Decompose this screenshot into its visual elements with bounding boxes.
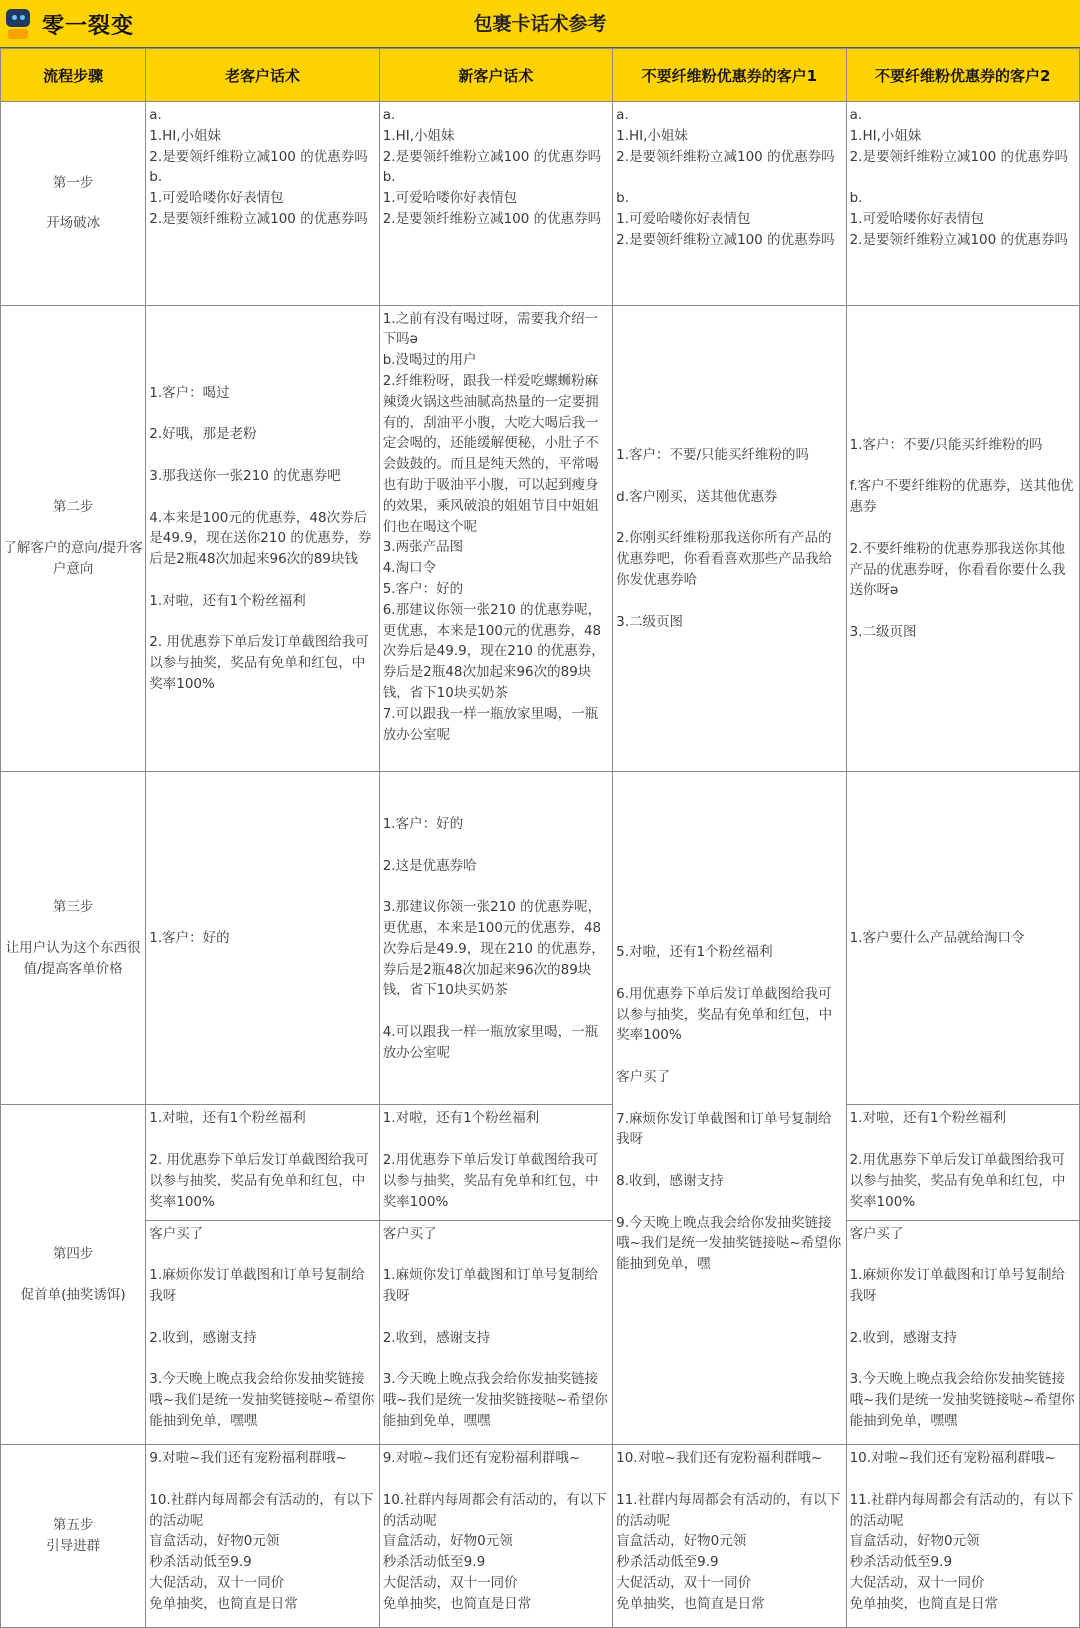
blank-line [616,508,843,529]
script-line: 2.是要领纤维粉立减100 的优惠券吗 [382,148,602,165]
script-line: 1.客户要什么产品就给淘口令 [849,930,1025,947]
script-line: 9.对啦~我们还有宠粉福利群哦~ [382,1450,581,1467]
script-line: 11.社群内每周都会有活动的，有以下的活动呢 [849,1491,1074,1529]
script-line: 1.可爱哈喽你好表情包 [616,210,751,227]
script-line: 2.是要领纤维粉立减100 的优惠券吗 [616,231,835,248]
blank-line [149,1349,376,1370]
step-title: 促首单(抽奖诱饵) [20,1286,126,1303]
step-title: 引导进群 [46,1538,101,1555]
script-line: 秒杀活动低至9.9 [382,1554,486,1571]
script-line: 3.两张产品图 [382,539,464,556]
script-line: 1.HI,小姐妹 [616,127,688,144]
step-name: 第三步 [52,899,94,916]
script-line: 客户买了 [849,1225,904,1242]
blank-line [149,1469,376,1490]
script-line: 客户买了 [149,1225,204,1242]
header-new-customer: 新客户话术 [379,49,612,102]
blank-line [616,167,843,188]
step-cell [1,305,146,771]
script-line: 3.二级页图 [849,623,917,640]
blank-line [850,601,1077,622]
script-cell [846,1220,1079,1444]
script-cell [846,102,1079,306]
script-line: b. [849,190,863,207]
brand-name: 零一裂变 [42,13,135,39]
blank-line [850,456,1077,477]
script-line: 免单抽奖，也简直是日常 [149,1595,298,1612]
step-name: 第四步 [52,1246,94,1262]
script-line: 1.HI,小姐妹 [149,127,222,144]
blank-line [616,466,843,487]
script-line: 2.好哦，那是老粉 [149,426,257,443]
script-line: 1.对啦，还有1个粉丝福利 [382,1110,540,1127]
script-line: 免单抽奖，也简直是日常 [382,1595,532,1612]
script-line: 1.可爱哈喽你好表情包 [149,190,284,207]
script-cell-merged [613,772,846,1445]
step-name: 第一步 [52,174,94,191]
script-line: 1.客户：不要/只能买纤维粉的吗 [616,447,810,464]
script-line: 2.是要领纤维粉立减100 的优惠券吗 [849,148,1069,165]
script-line: 5.客户：好的 [382,580,464,597]
header-step: 流程步骤 [1,49,146,102]
blank-line [149,1129,376,1150]
script-line: 6.用优惠券下单后发订单截图给我可以参与抽奖，奖品有免单和红包，中奖率100% [616,985,833,1044]
script-cell [146,1105,379,1220]
script-line: 8.收到，感谢支持 [616,1172,724,1189]
script-line: 盲盒活动，好物0元领 [616,1533,747,1550]
blank-line [616,1046,843,1067]
script-line: 6.那建议你领一张210 的优惠券呢，更优惠，本来是100元的优惠券，48次券后是49.9，现在210 的优惠券，券后是2瓶48次加起来96次的89块钱，省下10块买奶茶 [382,601,605,701]
script-line: 1.对啦，还有1个粉丝福利 [149,1110,306,1127]
script-line: 盲盒活动，好物0元领 [382,1533,513,1550]
script-line: 大促活动，双十一同价 [849,1574,985,1591]
script-line: 4.本来是100元的优惠券，48次券后是49.9，现在送你210 的优惠券，券后是2瓶48次加起来96次的89块钱 [149,509,372,568]
script-line: 盲盒活动，好物0元领 [849,1533,980,1550]
blank-line [383,835,610,856]
script-cell [379,772,612,1105]
script-line: 秒杀活动低至9.9 [849,1554,953,1571]
script-cell [613,102,846,306]
blank-line [850,1469,1077,1490]
script-line: 1.客户：喝过 [149,384,230,401]
script-line: 客户买了 [616,1068,671,1085]
script-line: 1.可爱哈喽你好表情包 [849,210,984,227]
script-cell [379,102,612,306]
script-line: 2.用优惠券下单后发订单截图给我可以参与抽奖，奖品有免单和红包，中奖率100% [849,1152,1066,1210]
script-line: 2.是要领纤维粉立减100 的优惠券吗 [382,210,602,227]
script-line: 10.社群内每周都会有活动的，有以下的活动呢 [382,1491,607,1529]
script-line: 10.社群内每周都会有活动的，有以下的活动呢 [149,1491,374,1529]
table-row [1,1220,1080,1444]
script-line: 1.客户：好的 [382,815,464,832]
script-line: 2.是要领纤维粉立减100 的优惠券吗 [149,148,368,165]
script-cell [613,1445,846,1628]
script-cell [846,1445,1079,1628]
script-line: 2.收到，感谢支持 [149,1329,257,1346]
script-line: 1.麻烦你发订单截图和订单号复制给我呀 [382,1267,599,1305]
robot-mascot-icon [4,7,34,41]
script-line: 10.对啦~我们还有宠粉福利群哦~ [616,1450,823,1467]
script-cell [146,772,379,1105]
script-cell [379,1220,612,1444]
script-line: a. [849,107,863,123]
table-row [1,305,1080,771]
blank-line [616,591,843,612]
script-line: 3.今天晚上晚点我会给你发抽奖链接哦~我们是统一发抽奖链接哒~希望你能抽到免单，嘿嘿 [149,1371,375,1429]
script-cell [146,305,379,771]
script-line: 7.麻烦你发订单截图和订单号复制给我呀 [616,1110,832,1148]
script-line: 秒杀活动低至9.9 [149,1554,252,1571]
table-row [1,772,1080,1105]
script-line: 5.对啦，还有1个粉丝福利 [616,944,773,961]
blank-line [850,518,1077,539]
script-line: a. [382,107,396,123]
step-title: 了解客户的意向/提升客户意向 [3,539,143,577]
script-line: 1.客户：好的 [149,930,230,947]
script-cell [846,305,1079,771]
script-line: 3.那建议你领一张210 的优惠券呢，更优惠，本来是100元的优惠券，48次券后是49.9，现在210 的优惠券，券后是2瓶48次加起来96次的89块钱，省下10块买奶茶 [382,899,605,999]
script-line: 盲盒活动，好物0元领 [149,1533,280,1550]
table-row [1,102,1080,306]
script-line: 9.今天晚上晚点我会给你发抽奖链接哦~我们是统一发抽奖链接哒~希望你能抽到免单，嘿 [616,1214,842,1273]
blank-line [383,1001,610,1022]
script-line: 1.对啦，还有1个粉丝福利 [849,1110,1007,1127]
script-line: 4.淘口令 [382,560,437,577]
script-line: b.没喝过的用户 [382,352,477,369]
table-row [1,1105,1080,1220]
script-line: 1.客户：不要/只能买纤维粉的吗 [849,436,1043,453]
script-line: 1.HI,小姐妹 [849,127,922,144]
script-line: 3.二级页图 [616,613,684,630]
step-name: 第五步 [52,1517,94,1534]
blank-line [850,1245,1077,1266]
blank-line [383,1349,610,1370]
script-line: 3.今天晚上晚点我会给你发抽奖链接哦~我们是统一发抽奖链接哒~希望你能抽到免单，嘿嘿 [849,1371,1075,1429]
brand [4,2,134,46]
script-cell [146,1445,379,1628]
script-line: a. [616,107,629,123]
document-title: 包裹卡话术参考 [473,13,607,35]
blank-line [149,1245,376,1266]
blank-line [383,1469,610,1490]
blank-line [149,487,376,508]
script-line: 11.社群内每周都会有活动的，有以下的活动呢 [616,1491,841,1529]
script-line: 2.不要纤维粉的优惠券那我送你其他产品的优惠券呀，你看看你要什么我送你呀ə [849,540,1066,599]
blank-line [616,1192,843,1213]
blank-line [383,1129,610,1150]
script-line: 2.这是优惠券哈 [382,857,477,874]
script-cell [379,305,612,771]
script-cell [379,1445,612,1628]
blank-line [616,1469,843,1490]
blank-line [149,404,376,425]
script-line: 大促活动，双十一同价 [149,1574,285,1591]
script-line: 2.收到，感谢支持 [382,1329,491,1346]
blank-line [616,963,843,984]
script-line: 10.对啦~我们还有宠粉福利群哦~ [849,1450,1056,1467]
script-line: 2.纤维粉呀，跟我一样爱吃螺蛳粉麻辣烫火锅这些油腻高热量的一定要拥有的，刮油平小腹，大吃大喝后我一定会喝的，还能缓解便秘，小肚子不会鼓鼓的。而且是纯天然的，平常喝也有助于吸油平小腹，可以起到瘦身的效果，乘风破浪的姐姐节目中姐姐们也在喝这个呢 [382,372,599,535]
script-cell [146,1220,379,1444]
script-line: 2. 用优惠券下单后发订单截图给我可以参与抽奖，奖品有免单和红包，中奖率100% [149,1152,369,1210]
blank-line [383,876,610,897]
blank-line [850,1129,1077,1150]
script-cell [146,102,379,306]
script-line: 2.你刚买纤维粉那我送你所有产品的优惠券吧，你看看喜欢那些产品我给你发优惠券哈 [616,530,833,588]
script-line: b. [382,169,396,186]
step-cell [1,1105,146,1445]
script-line: 3.那我送你一张210 的优惠券吧 [149,468,341,485]
script-line: 免单抽奖，也简直是日常 [849,1595,999,1612]
script-line: 大促活动，双十一同价 [382,1574,518,1591]
blank-line [149,445,376,466]
script-cell [613,305,846,771]
step-title: 让用户认为这个东西很值/提高客单价格 [5,939,141,977]
script-line: 1.可爱哈喽你好表情包 [382,190,518,207]
blank-line [616,1150,843,1171]
step-cell [1,772,146,1105]
blank-line [383,1245,610,1266]
script-line: 1.HI,小姐妹 [382,127,455,144]
script-line: 2.是要领纤维粉立减100 的优惠券吗 [849,231,1069,248]
script-line: 2.收到，感谢支持 [849,1329,957,1346]
script-line: 1.对啦，还有1个粉丝福利 [149,592,306,609]
blank-line [149,570,376,591]
step-name: 第二步 [52,499,94,516]
script-line: 秒杀活动低至9.9 [616,1554,719,1571]
script-line: 2.是要领纤维粉立减100 的优惠券吗 [149,210,368,227]
script-line: 2.是要领纤维粉立减100 的优惠券吗 [616,148,835,165]
script-cell [379,1105,612,1220]
script-cell [846,772,1079,1105]
table-row [1,1445,1080,1628]
script-line: 1.麻烦你发订单截图和订单号复制给我呀 [149,1267,365,1305]
blank-line [616,1088,843,1109]
script-line: 1.麻烦你发订单截图和订单号复制给我呀 [849,1267,1065,1305]
blank-line [383,1307,610,1328]
script-line: 9.对啦~我们还有宠粉福利群哦~ [149,1450,347,1467]
blank-line [149,612,376,633]
step-cell [1,1445,146,1628]
script-line: 大促活动，双十一同价 [616,1574,752,1591]
script-line: 客户买了 [382,1225,437,1242]
script-table [0,48,1080,1628]
script-line: f.客户不要纤维粉的优惠券，送其他优惠券 [849,478,1074,516]
header-decline-customer-1: 不要纤维粉优惠券的客户1 [613,49,846,102]
step-title: 开场破冰 [46,215,101,232]
blank-line [850,1307,1077,1328]
blank-line [850,167,1077,188]
header-old-customer: 老客户话术 [146,49,379,102]
title-bar [0,0,1080,48]
header-decline-customer-2: 不要纤维粉优惠券的客户2 [846,49,1079,102]
step-cell [1,102,146,306]
header-row [1,49,1080,102]
script-line: b. [616,190,629,207]
script-line: 4.可以跟我一样一瓶放家里喝，一瓶放办公室呢 [382,1023,599,1061]
script-line: 免单抽奖，也简直是日常 [616,1595,765,1612]
blank-line [149,1307,376,1328]
script-line: b. [149,169,163,186]
script-line: 2. 用优惠券下单后发订单截图给我可以参与抽奖，奖品有免单和红包，中奖率100% [149,634,369,692]
script-line: 1.之前有没有喝过呀，需要我介绍一下吗ə [382,310,599,348]
script-line: a. [149,107,162,123]
script-cell [846,1105,1079,1220]
script-line: d.客户刚买，送其他优惠券 [616,488,778,505]
script-line: 7.可以跟我一样一瓶放家里喝，一瓶放办公室呢 [382,705,599,743]
script-line: 3.今天晚上晚点我会给你发抽奖链接哦~我们是统一发抽奖链接哒~希望你能抽到免单，嘿嘿 [382,1371,608,1429]
blank-line [850,1349,1077,1370]
script-line: 2.用优惠券下单后发订单截图给我可以参与抽奖，奖品有免单和红包，中奖率100% [382,1152,599,1210]
